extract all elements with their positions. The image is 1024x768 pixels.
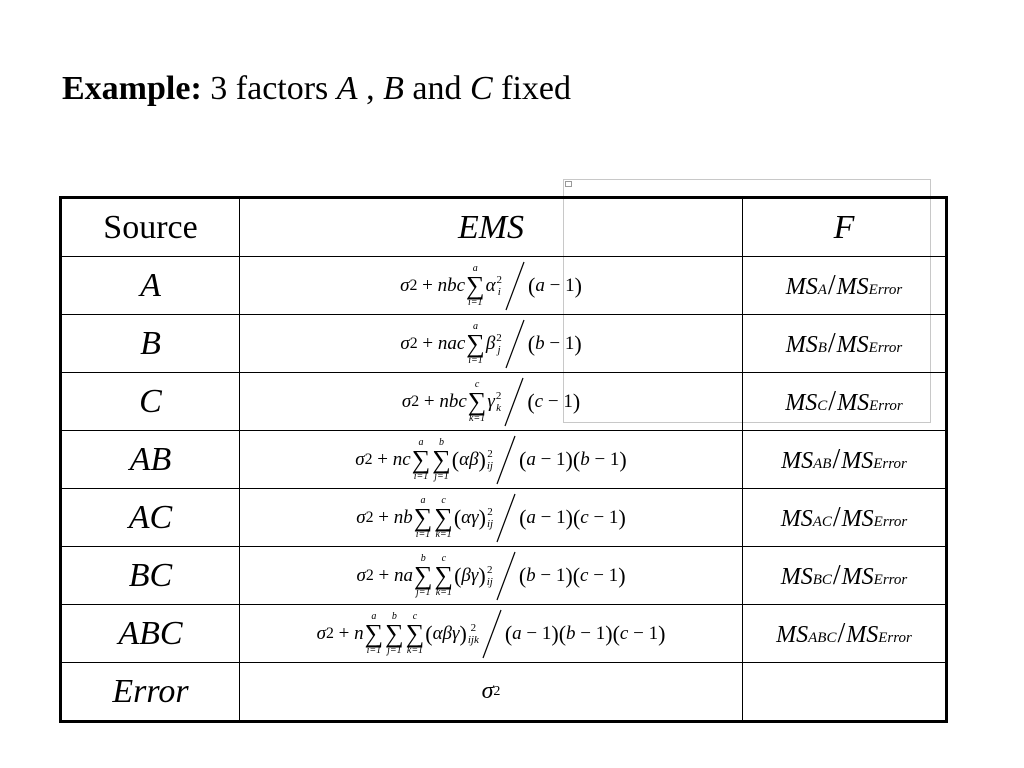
table-row	[61, 605, 947, 663]
f-cell	[743, 489, 947, 547]
ems-formula: σ 2 + nbc c ∑ k=1 γ 2 k ( c − 1 )	[401, 378, 581, 424]
f-cell	[743, 605, 947, 663]
table-row	[61, 373, 947, 431]
table-row	[61, 257, 947, 315]
source-cell: AC	[61, 489, 240, 547]
ems-cell	[240, 315, 743, 373]
broken-image-icon	[565, 181, 572, 187]
f-cell	[743, 315, 947, 373]
table-row	[61, 547, 947, 605]
ems-formula: σ 2 + nac a ∑ i=1 β 2 j ( b − 1 )	[400, 320, 582, 366]
f-ratio: MS AB / MS Error	[781, 443, 907, 475]
source-cell: B	[61, 315, 240, 373]
table-row	[61, 315, 947, 373]
header-ems: EMS	[240, 198, 743, 257]
source-cell: BC	[61, 547, 240, 605]
ems-cell	[240, 663, 743, 722]
ems-cell	[240, 605, 743, 663]
f-ratio: MS C / MS Error	[785, 385, 903, 417]
table-row	[61, 489, 947, 547]
source-cell: AB	[61, 431, 240, 489]
source-cell: A	[61, 257, 240, 315]
f-ratio: MS A / MS Error	[785, 269, 903, 301]
ems-cell	[240, 373, 743, 431]
f-ratio: MS AC / MS Error	[780, 501, 908, 533]
source-cell: C	[61, 373, 240, 431]
f-ratio: MS BC / MS Error	[780, 559, 908, 591]
source-cell: ABC	[61, 605, 240, 663]
header-f: F	[743, 198, 947, 257]
table-row	[61, 431, 947, 489]
ems-formula: σ 2 + nbc a ∑ i=1 α 2 i ( a − 1 )	[400, 262, 582, 308]
f-cell	[743, 257, 947, 315]
ems-formula: σ 2 + n a ∑ i=1 b ∑ j=1 c ∑ k=1 ( αβγ ) 2 ijk ( a − 1 ) ( b − 1 ) ( c − 1 )	[316, 610, 666, 656]
f-cell	[743, 373, 947, 431]
ems-cell	[240, 257, 743, 315]
table-row	[61, 663, 947, 722]
header-source: Source	[61, 198, 240, 257]
page-title: Example: 3 factors A , B and C fixed	[62, 70, 571, 107]
f-ratio: MS ABC / MS Error	[776, 617, 912, 649]
table-header-row	[61, 198, 947, 257]
f-cell	[743, 431, 947, 489]
f-ratio: MS B / MS Error	[785, 327, 903, 359]
ems-formula: σ 2 + nb a ∑ i=1 c ∑ k=1 ( αγ ) 2 ij ( a − 1 ) ( c − 1 )	[356, 494, 626, 540]
ems-formula: σ 2 + na b ∑ j=1 c ∑ k=1 ( βγ ) 2 ij ( b − 1 ) ( c − 1 )	[356, 552, 626, 598]
ems-formula: σ 2	[481, 678, 501, 704]
ems-cell	[240, 431, 743, 489]
ems-table	[59, 196, 948, 723]
f-cell	[743, 547, 947, 605]
ems-cell	[240, 547, 743, 605]
source-cell: Error	[61, 663, 240, 722]
ems-formula: σ 2 + nc a ∑ i=1 b ∑ j=1 ( αβ ) 2 ij ( a − 1 ) ( b − 1 )	[355, 436, 627, 482]
f-cell	[743, 663, 947, 722]
ems-cell	[240, 489, 743, 547]
